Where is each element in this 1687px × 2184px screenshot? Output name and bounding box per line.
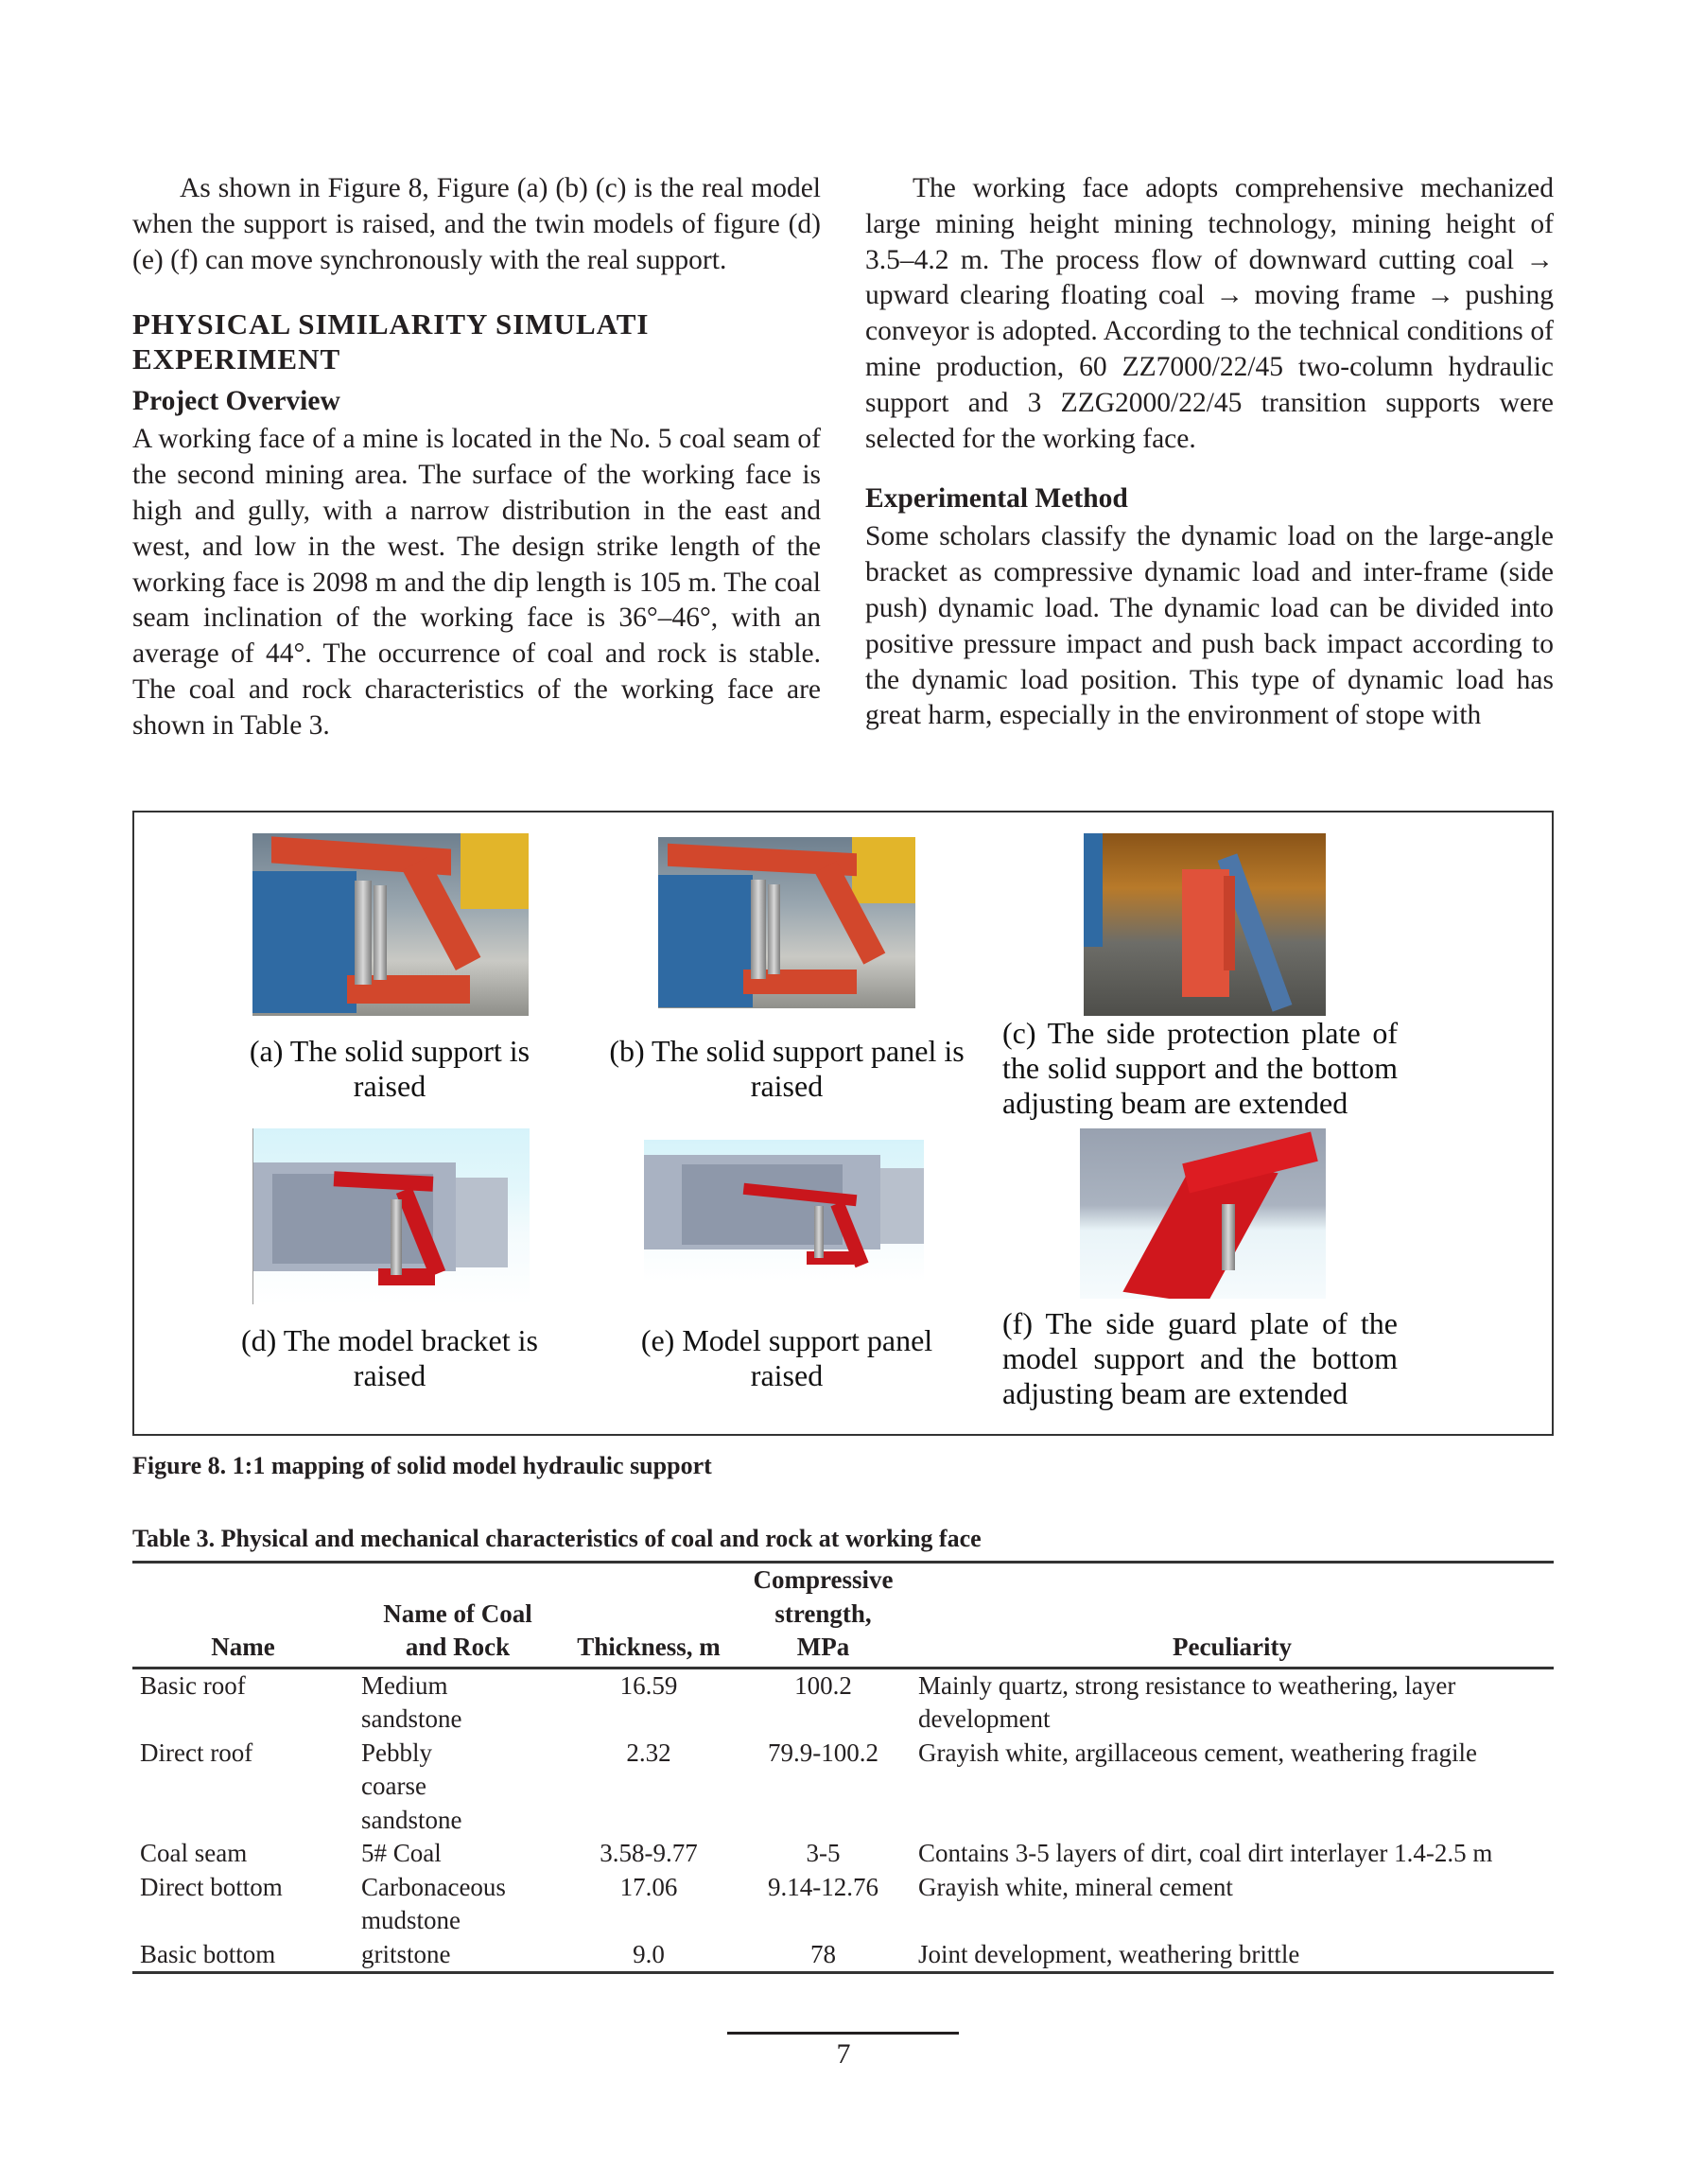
- cell-strength: 100.2: [794, 1670, 852, 1700]
- cell-peculiarity: Grayish white, argillaceous cement, weathering fragile: [918, 1738, 1478, 1767]
- cell-thickness: 3.58-9.77: [600, 1839, 698, 1867]
- cell-peculiarity: Grayish white, mineral cement: [918, 1872, 1233, 1901]
- technology-paragraph: The working face adopts comprehensive mechanized large mining height mining technology, mining height of 3.5–4.2 m. The process flow of downward cutting coal → upward clearing floating coal → moving frame → pushing conveyor is adopted. According to the technical conditions of mine production, 60 ZZ7000/22/45 two-column hydraulic support and 3 ZZG2000/22/45 transition supports were selected for the working face.: [865, 173, 1554, 454]
- subheading-experimental-method: Experimental Method: [865, 483, 1128, 515]
- cell-thickness: 16.59: [619, 1670, 678, 1700]
- cell-coal-rock: 5# Coal: [361, 1839, 442, 1867]
- cell-thickness: 2.32: [626, 1738, 671, 1767]
- caption-d: (d) The model bracket is raised: [241, 1323, 538, 1392]
- cell-coal-rock: Medium sandstone: [361, 1670, 462, 1733]
- cell-name: Direct bottom: [140, 1872, 283, 1901]
- caption-f: (f) The side guard plate of the model support and the bottom adjusting beam are extended: [1002, 1306, 1398, 1410]
- cell-strength: 79.9-100.2: [768, 1738, 878, 1767]
- left-column: [132, 171, 821, 744]
- right-column: [865, 171, 1554, 734]
- cell-strength: 3-5: [806, 1839, 841, 1867]
- cell-peculiarity: Contains 3-5 layers of dirt, coal dirt interlayer 1.4-2.5 m: [918, 1839, 1493, 1867]
- caption-e: (e) Model support panel raised: [640, 1323, 933, 1392]
- table-row: [132, 1871, 1554, 1938]
- cell-peculiarity: Joint development, weathering brittle: [911, 1938, 1554, 1973]
- photo-c-side-protection-plate: [1084, 833, 1326, 1016]
- cell-name: Coal seam: [140, 1839, 248, 1867]
- cell-name: Basic roof: [140, 1670, 246, 1700]
- cell-peculiarity: Mainly quartz, strong resistance to weathering, layer development: [918, 1670, 1456, 1733]
- table-3: [132, 1561, 1554, 1974]
- cell-thickness: 17.06: [619, 1872, 678, 1901]
- photo-a-solid-support-raised: [252, 833, 529, 1016]
- figure-8: [132, 811, 1554, 1436]
- header-peculiarity: Peculiarity: [911, 1564, 1554, 1668]
- cell-thickness: 9.0: [562, 1938, 736, 1973]
- table-row: [132, 1668, 1554, 1737]
- caption-b: (b) The solid support panel is raised: [609, 1034, 965, 1103]
- cell-coal-rock: gritstone: [354, 1938, 562, 1973]
- photo-e-model-support-panel-raised: [644, 1140, 924, 1282]
- cell-name: Basic bottom: [132, 1938, 354, 1973]
- photo-b-solid-support-panel-raised: [658, 837, 915, 1008]
- photo-d-model-bracket-raised: [252, 1128, 530, 1304]
- photo-f-model-side-guard-plate: [1080, 1128, 1326, 1299]
- section-heading: PHYSICAL SIMILARITY SIMULATI EXPERIMENT: [132, 307, 650, 376]
- method-paragraph: Some scholars classify the dynamic load on the large-angle bracket as compressive dynamic load and inter-frame (side push) dynamic load. The dynamic load can be divided into positive pressure impact and push back impact according to the dynamic load position. This type of dynamic load has great harm, especially in the environment of stope with: [865, 521, 1554, 731]
- cell-coal-rock: Pebbly coarse sandstone: [361, 1738, 462, 1834]
- cell-coal-rock: Carbonaceous mudstone: [361, 1872, 506, 1934]
- table-row: [132, 1737, 1554, 1838]
- caption-a: (a) The solid support is raised: [249, 1034, 530, 1103]
- overview-paragraph: A working face of a mine is located in the No. 5 coal seam of the second mining area. The surface of the working face is high and gully, with a narrow distribution in the east and west, and low in the west. The design strike length of the working face is 2098 m and the dip length is 105 m. The coal seam inclination of the working face is 36°–46°, with an average of 44°. The occurrence of coal and rock is stable. The coal and rock characteristics of the working face are shown in Table 3.: [132, 424, 821, 741]
- cell-strength: 9.14-12.76: [768, 1872, 878, 1901]
- caption-c: (c) The side protection plate of the solid support and the bottom adjusting beam are extended: [1002, 1016, 1398, 1120]
- header-thickness: Thickness, m: [562, 1564, 736, 1668]
- header-compressive-strength: Compressive strength, MPa: [736, 1564, 911, 1668]
- figure-caption: Figure 8. 1:1 mapping of solid model hydraulic support: [132, 1452, 712, 1479]
- table-row: [132, 1837, 1554, 1871]
- cell-name: Direct roof: [140, 1738, 253, 1767]
- table-caption: Table 3. Physical and mechanical characteristics of coal and rock at working face: [132, 1525, 982, 1552]
- header-name: Name: [132, 1564, 354, 1668]
- footer-rule: [727, 2032, 959, 2035]
- subheading-project-overview: Project Overview: [132, 386, 340, 417]
- intro-paragraph: As shown in Figure 8, Figure (a) (b) (c) is the real model when the support is raised, and the twin models of figure (d) (e) (f) can move synchronously with the real support.: [132, 173, 821, 275]
- table-row: [132, 1938, 1554, 1973]
- cell-strength: 78: [736, 1938, 911, 1973]
- header-coal-rock-name: Name of Coal and Rock: [354, 1564, 562, 1668]
- page-number: 7: [836, 2038, 851, 2070]
